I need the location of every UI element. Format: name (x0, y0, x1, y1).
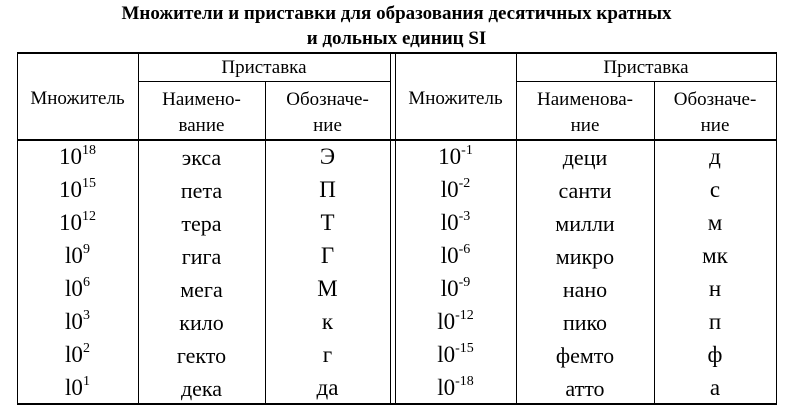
center-divider-a (390, 52, 391, 405)
table-bottom-border (17, 403, 776, 405)
header-symbol-right-1: Обозначе- (673, 89, 757, 110)
table-row-prefix-symbol: с (709, 177, 721, 202)
table-row-multiplier (17, 143, 138, 172)
header-name-left-2: вание (178, 115, 225, 136)
multiplier-base: l0 (437, 309, 456, 334)
multiplier-base: l0 (440, 177, 459, 202)
multiplier-base: l0 (437, 342, 456, 367)
header-prefix-left: Приставка (221, 57, 307, 78)
prefix-header-divider-right (516, 81, 776, 82)
table-title-line-2: и дольных единиц SI (306, 28, 487, 49)
table-row-prefix-symbol: г (322, 342, 333, 367)
table-row-multiplier (17, 209, 138, 238)
table-row-prefix-symbol: Э (319, 144, 336, 169)
table-row-multiplier (17, 242, 138, 271)
header-symbol-left-2: ние (313, 115, 342, 136)
multiplier-base: l0 (65, 342, 83, 367)
table-row-prefix-name: пета (180, 178, 223, 203)
table-row-prefix-name: санти (558, 178, 612, 203)
multiplier-base: l0 (65, 309, 83, 334)
header-multiplier-right: Множитель (408, 88, 503, 109)
table-row-prefix-name: милли (555, 211, 615, 236)
table-row-prefix-symbol: п (708, 309, 722, 334)
table-row-multiplier (17, 275, 138, 304)
header-symbol-left-1: Обозначе- (286, 89, 369, 110)
table-right-border (776, 52, 777, 405)
header-symbol-right-2: ние (700, 115, 730, 136)
table-row-prefix-symbol: Г (320, 243, 335, 268)
table-title-line-1: Множители и приставки для образования десятичных кратных (121, 3, 672, 24)
multiplier-exponent: 6 (82, 275, 90, 290)
table-row-prefix-name: дека (180, 376, 223, 401)
table-row-prefix-name: фемто (555, 343, 615, 368)
table-row-prefix-name: нано (562, 277, 608, 302)
table-row-prefix-symbol: д (709, 144, 721, 169)
multiplier-exponent: -3 (458, 209, 471, 224)
table-row-prefix-symbol: мк (702, 243, 728, 268)
table-row-prefix-name: мега (180, 277, 223, 302)
table-row-multiplier (17, 374, 138, 403)
table-row-prefix-name: тера (181, 211, 222, 236)
multiplier-base: l0 (65, 375, 83, 400)
multiplier-base: l0 (440, 210, 459, 235)
multiplier-exponent: 9 (82, 242, 90, 257)
table-row-prefix-name: деци (562, 145, 608, 170)
table-row-multiplier (395, 242, 516, 271)
table-row-prefix-name: кило (179, 310, 224, 335)
table-row-prefix-name: пико (562, 310, 608, 335)
table-top-border (17, 52, 776, 54)
table-row-multiplier (395, 209, 516, 238)
table-row-prefix-symbol: а (709, 375, 721, 400)
table-row-multiplier (395, 275, 516, 304)
multiplier-base: 10 (59, 144, 82, 169)
header-name-right-2: ние (570, 115, 600, 136)
prefix-header-divider-left (138, 81, 390, 82)
table-row-prefix-symbol: М (317, 276, 338, 301)
table-row-multiplier (17, 341, 138, 370)
table-row-prefix-symbol: м (707, 210, 723, 235)
multiplier-base: l0 (440, 276, 459, 301)
table-row-prefix-symbol: к (321, 309, 334, 334)
table-row-prefix-symbol: н (708, 276, 722, 301)
multiplier-base: l0 (437, 375, 456, 400)
table-row-prefix-name: гекто (176, 343, 227, 368)
multiplier-exponent: 1 (82, 374, 90, 389)
table-row-prefix-symbol: да (316, 375, 339, 400)
table-row-prefix-symbol: П (319, 177, 336, 202)
multiplier-base: l0 (65, 276, 83, 301)
multiplier-exponent: 3 (82, 308, 90, 323)
multiplier-exponent: -1 (461, 143, 473, 158)
table-row-prefix-name: микро (555, 244, 615, 269)
multiplier-exponent: 12 (82, 209, 96, 224)
table-row-multiplier (17, 308, 138, 337)
multiplier-exponent: -12 (455, 308, 474, 323)
multiplier-exponent: 18 (82, 143, 96, 158)
multiplier-exponent: -2 (458, 176, 471, 191)
multiplier-exponent: -6 (458, 242, 471, 257)
multiplier-base: l0 (65, 243, 83, 268)
multiplier-base: l0 (440, 243, 459, 268)
header-bottom-border (17, 139, 776, 141)
table-row-prefix-name: гига (181, 244, 222, 269)
table-row-multiplier (395, 341, 516, 370)
multiplier-exponent: 2 (82, 341, 90, 356)
header-name-right-1: Наименова- (537, 89, 633, 110)
multiplier-base: 10 (59, 177, 82, 202)
table-row-multiplier (17, 176, 138, 205)
table-row-prefix-symbol: ф (707, 342, 723, 367)
multiplier-exponent: 15 (82, 176, 96, 191)
table-row-multiplier (395, 143, 516, 172)
table-row-multiplier (395, 308, 516, 337)
multiplier-base: 10 (59, 210, 82, 235)
table-row-prefix-name: экса (181, 145, 222, 170)
multiplier-base: 10 (438, 144, 462, 169)
table-row-multiplier (395, 176, 516, 205)
multiplier-exponent: -18 (455, 374, 474, 389)
header-prefix-right: Приставка (603, 57, 689, 78)
table-row-multiplier (395, 374, 516, 403)
header-name-left-1: Наимено- (162, 89, 241, 110)
header-multiplier-left: Множитель (30, 88, 125, 109)
table-row-prefix-name: атто (565, 376, 605, 401)
multiplier-exponent: -15 (455, 341, 474, 356)
multiplier-exponent: -9 (458, 275, 471, 290)
table-row-prefix-symbol: Т (320, 210, 335, 235)
